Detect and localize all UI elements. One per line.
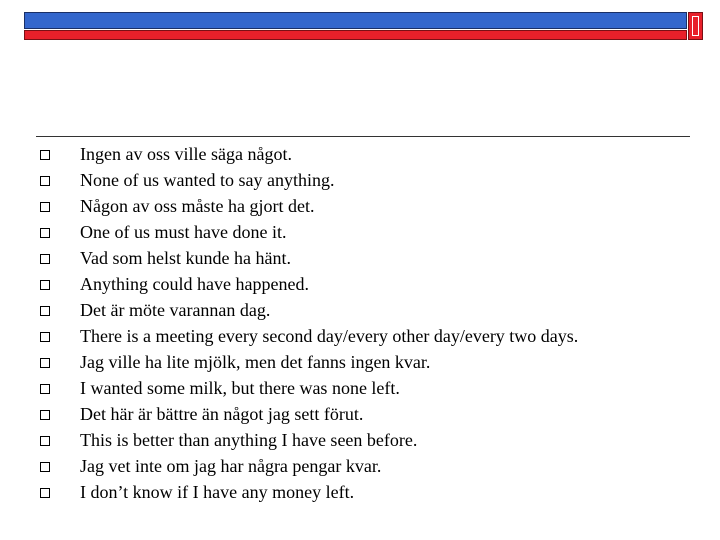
- bullet-text: There is a meeting every second day/every other day/every two days.: [80, 326, 579, 346]
- square-bullet-icon: [40, 228, 50, 238]
- bullet-text: I wanted some milk, but there was none left.: [80, 378, 400, 398]
- square-bullet-icon: [40, 306, 50, 316]
- bullet-text: None of us wanted to say anything.: [80, 170, 335, 190]
- bullet-text: Jag ville ha lite mjölk, men det fanns ingen kvar.: [80, 352, 431, 372]
- square-bullet-icon: [40, 488, 50, 498]
- bullet-text: Anything could have happened.: [80, 274, 309, 294]
- square-bullet-icon: [40, 202, 50, 212]
- bullet-text: Det är möte varannan dag.: [80, 300, 271, 320]
- square-bullet-icon: [40, 254, 50, 264]
- bullet-text: Jag vet inte om jag har några pengar kvar.: [80, 456, 382, 476]
- bullet-text: I don’t know if I have any money left.: [80, 482, 355, 502]
- bullet-text: Vad som helst kunde ha hänt.: [80, 248, 291, 268]
- square-bullet-icon: [40, 410, 50, 420]
- square-bullet-icon: [40, 176, 50, 186]
- bullet-text: Någon av oss måste ha gjort det.: [80, 196, 315, 216]
- square-bullet-icon: [40, 384, 50, 394]
- bullet-text: Det här är bättre än något jag sett förut.: [80, 404, 364, 424]
- bullet-text: Ingen av oss ville säga något.: [80, 144, 292, 164]
- header-blue-bar: [24, 12, 687, 29]
- header-red-square-inner: [692, 16, 699, 36]
- square-bullet-icon: [40, 358, 50, 368]
- title-divider: [36, 136, 690, 137]
- bullet-text: This is better than anything I have seen before.: [80, 430, 418, 450]
- square-bullet-icon: [40, 462, 50, 472]
- square-bullet-icon: [40, 436, 50, 446]
- square-bullet-icon: [40, 280, 50, 290]
- header-red-square: [688, 12, 703, 40]
- bullet-text: One of us must have done it.: [80, 222, 287, 242]
- square-bullet-icon: [40, 150, 50, 160]
- header-red-bar: [24, 30, 687, 40]
- square-bullet-icon: [40, 332, 50, 342]
